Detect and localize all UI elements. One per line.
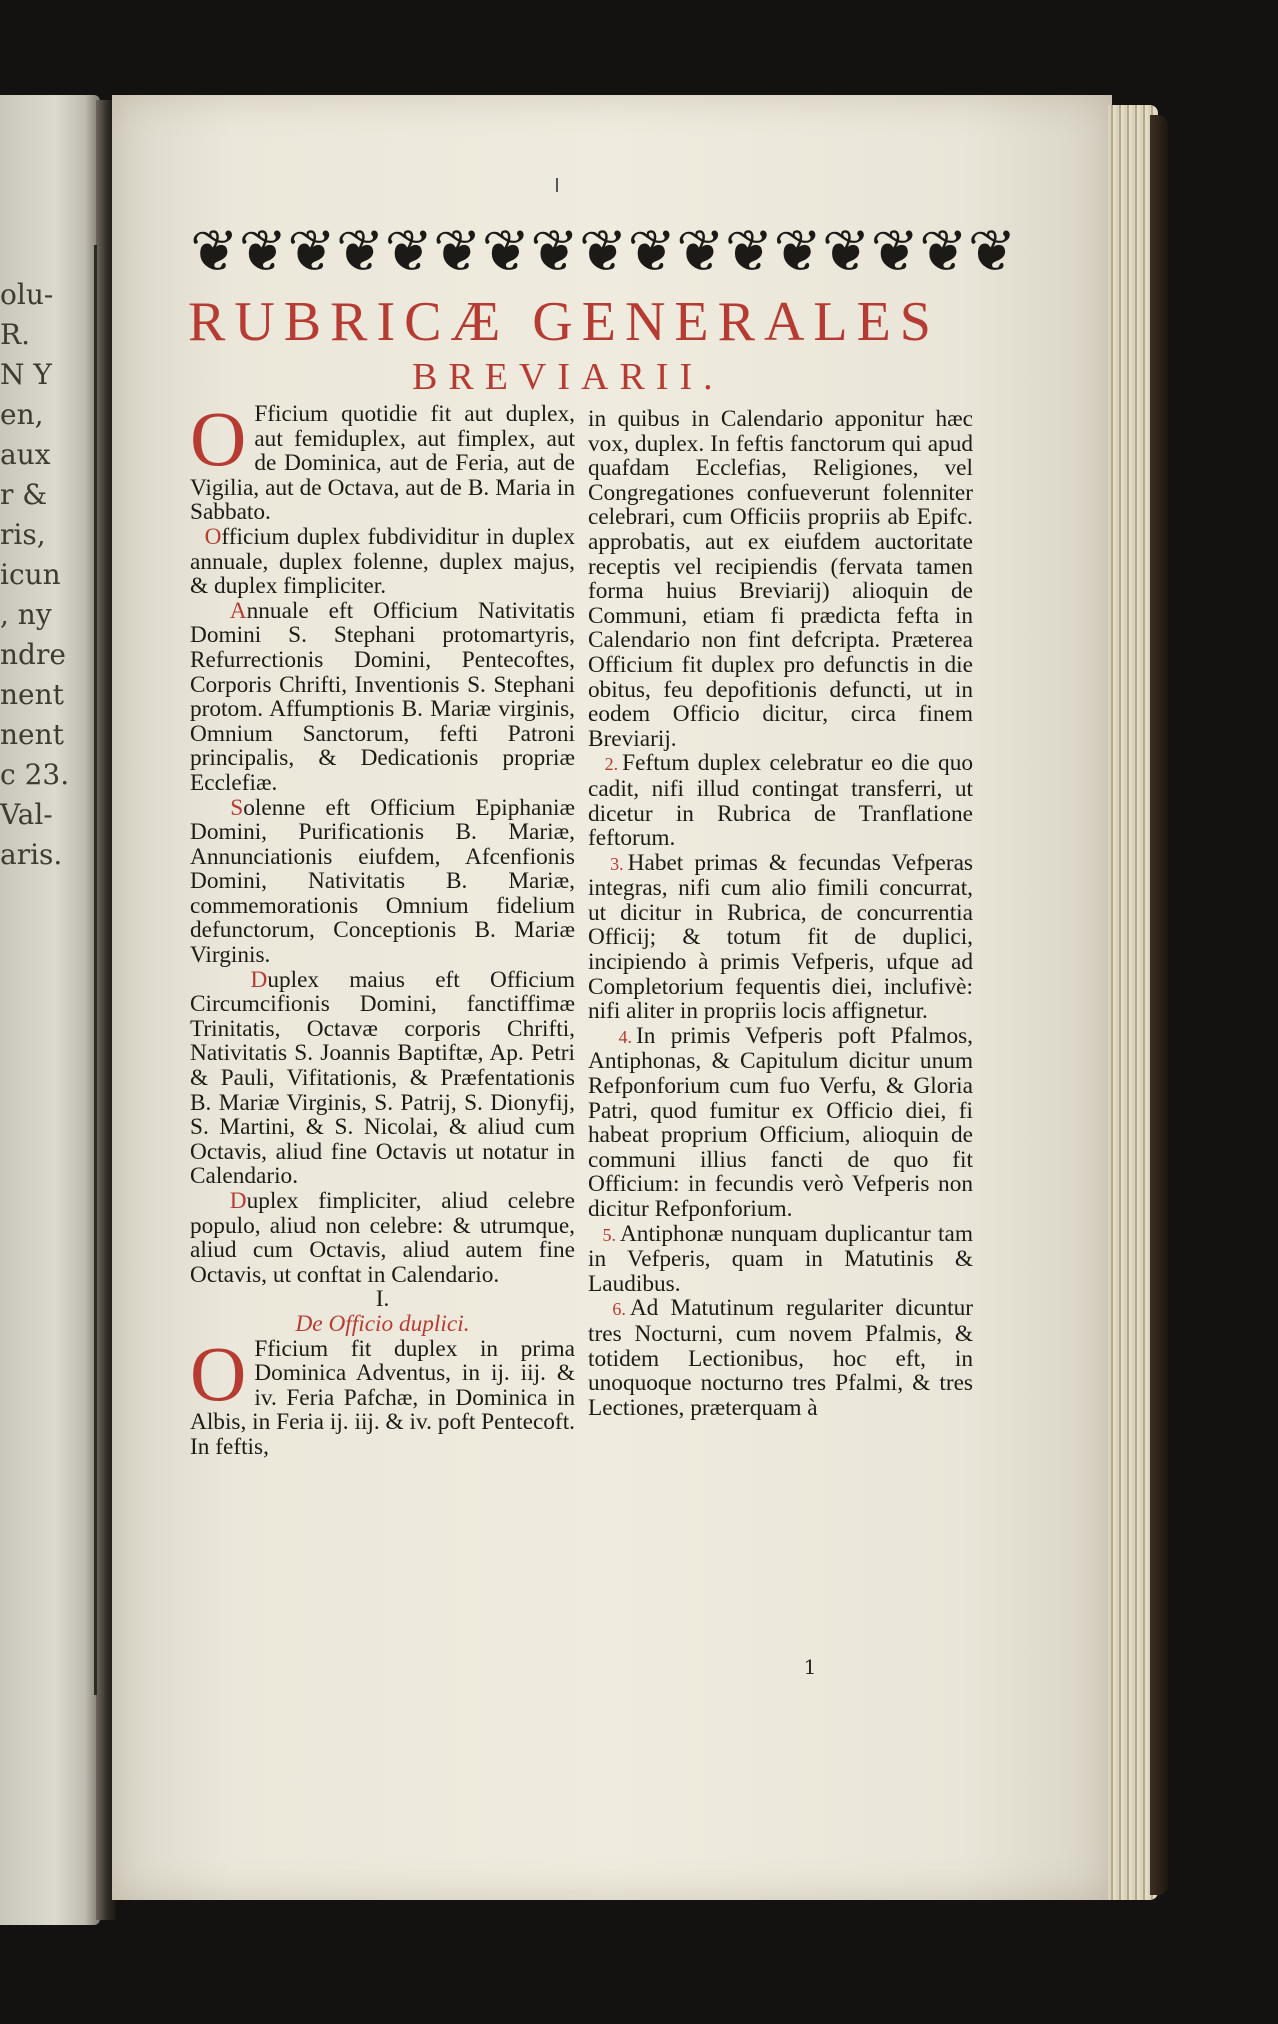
fleuron-icon: ❦ — [627, 217, 677, 285]
left-fragment: r & — [0, 478, 48, 511]
drop-cap: O — [190, 1329, 247, 1417]
paragraph-number: 6. — [612, 1299, 626, 1320]
fleuron-icon: ❦ — [190, 217, 239, 285]
lead-letter: D — [250, 966, 268, 993]
fleuron-icon: ❦ — [773, 217, 822, 285]
paragraph-text: Ad Matutinum regulariter dicuntur tres Nocturni, cum novem Pfalmis, & totidem Lectionibus, hoc eft, in unoquoque nocturno tres Pfalmi, & tres Lectiones, præterquam à — [588, 1295, 973, 1421]
fleuron-icon: ❦ — [919, 217, 968, 285]
lead-letter: A — [229, 597, 247, 624]
fleuron-icon: ❦ — [724, 217, 774, 285]
paragraph — [190, 1189, 575, 1287]
paragraph — [190, 796, 575, 968]
fleuron-icon: ❦ — [676, 217, 725, 285]
section-heading: De Officio duplici. — [295, 1310, 470, 1337]
paragraph — [190, 1329, 575, 1460]
fleuron-icon: ❦ — [481, 217, 531, 285]
book-cover-edge — [1150, 115, 1168, 1895]
fleuron-icon: ❦ — [433, 217, 482, 285]
paragraph — [190, 525, 575, 599]
left-fragment: nent — [0, 718, 64, 751]
lead-letter: S — [230, 794, 244, 821]
fleuron-icon: ❦ — [530, 217, 579, 285]
paragraph — [190, 395, 575, 526]
lead-letter: O — [204, 523, 222, 550]
fleuron-icon: ❦ — [821, 217, 871, 285]
left-fragment: N Y — [0, 358, 52, 391]
paragraph: in quibus in Calendario apponitur hæc vox, duplex. In feftis fanctorum qui apud quafdam Ecclefias, Religiones, vel Congregationes confueverunt folenniter celebrari, cum Officiis propriis ab Epifc. approbatis, aut ex eiufdem auctoritate receptis vel recipiendis (fervata tamen forma huius Breviarij) alioquin de Communi, etiam fi prædicta fefta in Calendario non fint defcripta. Præterea Officium fit duplex pro defunctis in die obitus, feu depofitionis defuncti, ut in eodem Officio dicitur, circa finem Breviarij. — [588, 406, 973, 752]
fleuron-icon: ❦ — [335, 217, 385, 285]
paragraph-text: Antiphonæ nunquam duplicantur tam in Vefperis, quam in Matutinis & Laudibus. — [588, 1220, 973, 1297]
paragraph-text: nnuale eft Officium Nativitatis Domini S. Stephani protomartyris, Refurrectionis Domini, Pentecoftes, Corporis Chrifti, Inventionis S. Stephani protom. Affumptionis B. Mariæ virginis, Omnium Sanctorum, fefti Patroni principalis, & Dedicationis propriæ Ecclefiæ. — [190, 597, 576, 796]
paragraph-text: uplex maius eft Officium Circumcifionis Domini, fanctiffimæ Trinitatis, Octavæ corporis Chrifti, Nativitatis S. Joannis Baptiftæ, Ap. Petri & Pauli, Vifitationis, & Præfentationis B. Mariæ Virginis, S. Patrij, S. Dionyfij, S. Martini, & S. Nicolai, & aliud cum Octavis, aliud fine Octavis ut notatur in Calendario. — [190, 966, 575, 1190]
paragraph-number: 4. — [618, 1026, 633, 1047]
paragraph-number: 2. — [604, 754, 619, 775]
left-text-column — [190, 395, 576, 1460]
left-fragment: , ny — [0, 598, 52, 631]
paragraph-text: Fficium quotidie fit aut duplex, aut femiduplex, aut fimplex, aut de Dominica, aut de Feria, aut de Vigilia, aut de Octava, aut de B. Maria in Sabbato. — [190, 401, 575, 526]
paragraph — [588, 1222, 973, 1297]
paragraph-number: 5. — [602, 1224, 616, 1245]
drop-cap: O — [190, 395, 247, 482]
paragraph-text: Habet primas & fecundas Vefperas integras, nifi cum alio fimili concurrat, ut dicitur in Rubrica, de concurrentia Officij; & totum fit de duplici, incipiendo à primis Vefperis, ufque ad Completorium fequentis diei, inclufivè: nifi aliter in propriis locis affignetur. — [588, 849, 973, 1025]
left-fragment: R. — [0, 318, 30, 351]
paragraph-text: Feftum duplex celebratur eo die quo cadit, nifi illud contingat transferri, ut dicetur in Rubrica de Tranflatione feftorum. — [588, 750, 973, 852]
paragraph — [588, 1296, 973, 1420]
lead-letter: D — [229, 1188, 247, 1214]
paragraph-text: olenne eft Officium Epiphaniæ Domini, Purificationis B. Mariæ, Annunciationis eiufdem, Afcenfionis Domini, Nativitatis B. Mariæ, commemorationis Omnium fidelium defunctorum, Conceptionis B. Mariæ Virginis. — [190, 794, 575, 969]
left-page-column-rule — [94, 245, 97, 1695]
left-fragment: aux — [0, 438, 51, 471]
section-number: I. — [375, 1286, 390, 1313]
fleuron-icon: ❦ — [870, 217, 920, 285]
page-subtitle: BREVIARII. — [412, 356, 724, 398]
fleuron-icon: ❦ — [287, 217, 336, 285]
paragraph-text: In primis Vefperis poft Pfalmos, Antiphonas, & Capitulum dicitur unum Refponforium cum fuo Verfu, & Gloria Patri, quod fumitur ex Officio diei, fi habeat proprium Officium, alioquin de communi illius fancti de quo fit Officium: in fecundis verò Vefperis non dicitur Refponforium. — [588, 1022, 973, 1222]
paragraph — [588, 1024, 973, 1222]
paragraph-text: fficium duplex fubdividitur in duplex annuale, duplex folenne, duplex majus, & duplex fimpliciter. — [190, 523, 575, 600]
left-fragment: Val- — [0, 798, 53, 831]
left-fragment: en, — [0, 398, 44, 431]
paragraph — [190, 599, 575, 796]
left-fragment: olu- — [0, 278, 54, 311]
fleuron-icon: ❦ — [967, 217, 1017, 285]
page-title: RUBRICÆ GENERALES — [188, 291, 940, 353]
right-text-column — [588, 407, 973, 1420]
paragraph — [588, 851, 973, 1024]
fleuron-icon: ❦ — [238, 217, 288, 285]
left-page-text-fragments — [0, 275, 80, 875]
paragraph-number: 3. — [610, 853, 624, 874]
paragraph-text: uplex fimpliciter, aliud celebre populo, aliud non celebre: & utrumque, aliud cum Octavis, aliud autem fine Octavis, ut conftat in Calendario. — [190, 1188, 575, 1288]
paragraph — [588, 751, 973, 850]
fleuron-icon: ❦ — [578, 217, 628, 285]
paragraph — [190, 968, 575, 1189]
left-fragment: aris. — [0, 838, 63, 871]
left-fragment: ndre — [0, 638, 66, 671]
top-mark — [556, 178, 558, 192]
left-fragment: nent — [0, 678, 64, 711]
left-fragment: c 23. — [0, 758, 70, 791]
left-fragment: ris, — [0, 518, 46, 551]
paragraph-text: Fficium fit duplex in prima Dominica Adventus, in ij. iij. & iv. Feria Pafchæ, in Dominica in Albis, in Feria ij. iij. & iv. poft Pentecoft. In feftis, — [190, 1335, 575, 1460]
left-facing-page — [0, 95, 100, 1925]
headpiece-ornament — [190, 210, 1017, 292]
catchword: 1 — [803, 1655, 817, 1679]
left-fragment: icun — [0, 558, 61, 591]
fleuron-icon: ❦ — [384, 217, 434, 285]
